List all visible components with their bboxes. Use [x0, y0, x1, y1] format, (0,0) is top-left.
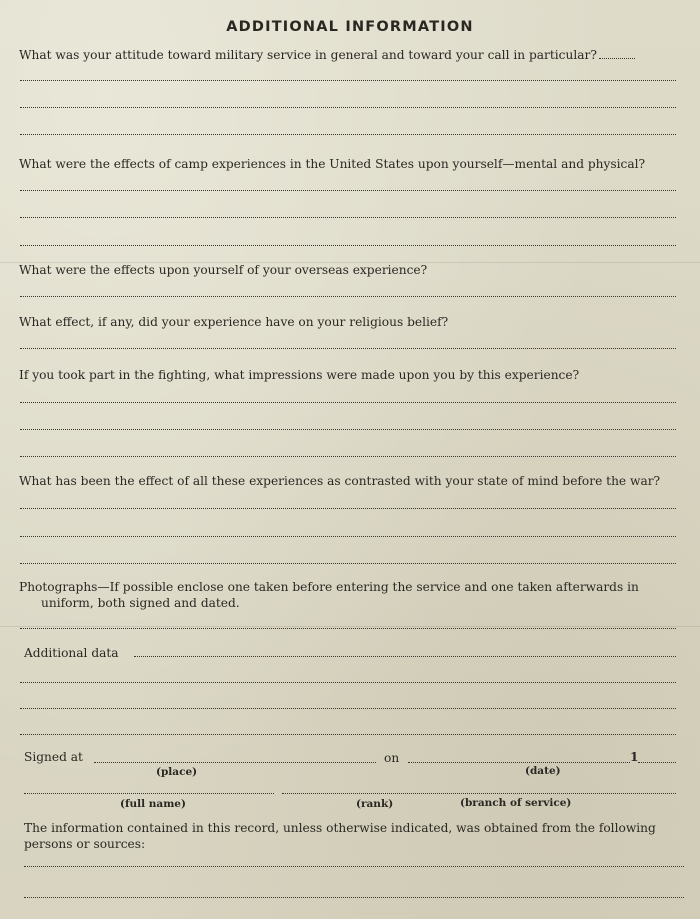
answer-line[interactable]: [20, 456, 676, 457]
answer-line[interactable]: [20, 134, 676, 135]
photographs-instruction: Photographs—If possible enclose one taken before entering the service and one taken afterwards in uniform, both signed and dated.: [19, 580, 639, 610]
page-title: ADDITIONAL INFORMATION: [226, 19, 474, 35]
place-caption: (place): [156, 766, 198, 778]
full-name-caption: (full name): [120, 798, 186, 810]
answer-line[interactable]: [20, 429, 676, 430]
answer-line[interactable]: [20, 348, 676, 349]
answer-line[interactable]: [20, 296, 676, 297]
on-label: on: [384, 751, 400, 765]
answer-line[interactable]: [20, 80, 676, 81]
question-overseas-effects: What were the effects upon yourself of your overseas experience?: [19, 263, 428, 277]
answer-line[interactable]: [20, 402, 676, 403]
question-religious-belief: What effect, if any, did your experience have on your religious belief?: [19, 315, 449, 329]
answer-line[interactable]: [20, 682, 676, 683]
answer-line[interactable]: [20, 708, 676, 709]
paper-fold: [0, 626, 700, 627]
answer-line[interactable]: [20, 628, 676, 629]
answer-line[interactable]: [20, 190, 676, 191]
answer-line[interactable]: [20, 245, 676, 246]
answer-line[interactable]: [24, 897, 684, 898]
full-name-field[interactable]: [24, 793, 274, 794]
sources-statement: The information contained in this record, unless otherwise indicated, was obtained from the following persons or sources:: [24, 821, 656, 851]
answer-line[interactable]: [20, 536, 676, 537]
answer-line[interactable]: [20, 508, 676, 509]
question-military-attitude: What was your attitude toward military service in general and toward your call in particular?: [19, 48, 635, 63]
date-field[interactable]: [408, 762, 630, 763]
additional-data-label: Additional data: [24, 646, 119, 660]
answer-line[interactable]: [20, 563, 676, 564]
branch-caption: (branch of service): [460, 797, 572, 809]
question-fighting-impressions: If you took part in the fighting, what impressions were made upon you by this experience?: [19, 368, 580, 382]
date-caption: (date): [525, 765, 561, 777]
rank-caption: (rank): [356, 798, 394, 810]
answer-line[interactable]: [20, 107, 676, 108]
signed-at-label: Signed at: [24, 750, 83, 764]
answer-line[interactable]: [24, 866, 684, 867]
additional-data-field[interactable]: [134, 656, 676, 657]
question-state-of-mind: What has been the effect of all these experiences as contrasted with your state of mind before the war?: [19, 474, 661, 488]
question-camp-effects: What were the effects of camp experiences in the United States upon yourself—mental and physical?: [19, 157, 646, 171]
rank-branch-field[interactable]: [282, 793, 676, 794]
answer-line[interactable]: [20, 734, 676, 735]
year-field[interactable]: [638, 762, 676, 763]
place-field[interactable]: [94, 762, 376, 763]
answer-line[interactable]: [20, 217, 676, 218]
year-prefix: 1: [630, 750, 639, 764]
